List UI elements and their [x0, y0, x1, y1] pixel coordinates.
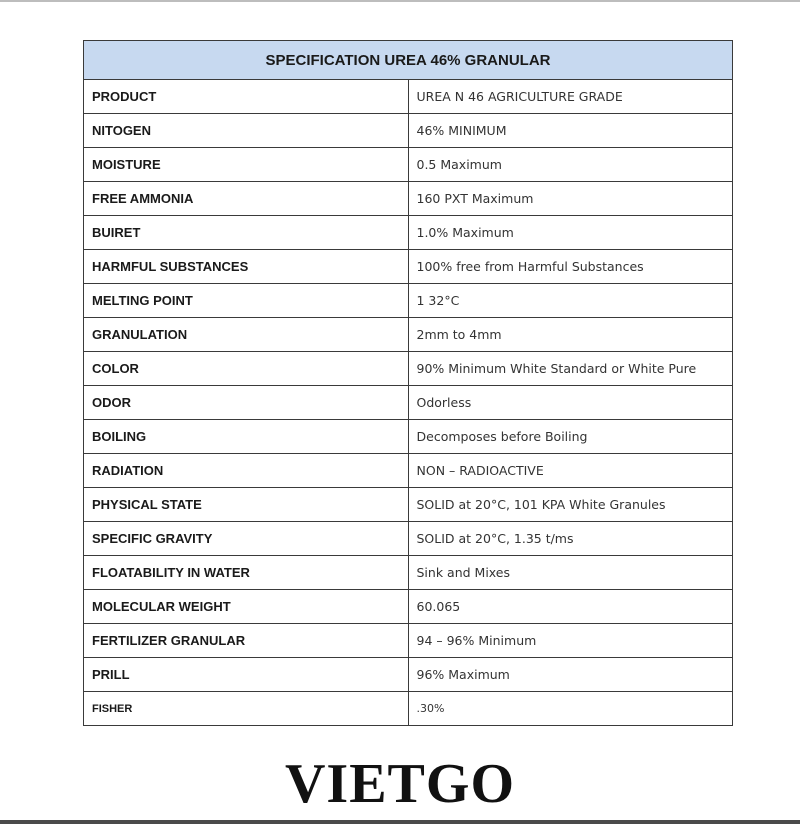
table-title: SPECIFICATION UREA 46% GRANULAR: [84, 41, 733, 80]
row-label: BOILING: [84, 420, 409, 454]
table-row: [84, 250, 733, 284]
row-value: NON – RADIOACTIVE: [408, 454, 733, 488]
table-row: [84, 522, 733, 556]
table-row: [84, 216, 733, 250]
brand-logo-text: VIETGO: [284, 753, 516, 815]
row-value: 96% Maximum: [408, 658, 733, 692]
row-label: FLOATABILITY IN WATER: [84, 556, 409, 590]
table-row: [84, 386, 733, 420]
row-label: ODOR: [84, 386, 409, 420]
row-value: SOLID at 20°C, 1.35 t/ms: [408, 522, 733, 556]
row-value: 46% MINIMUM: [408, 114, 733, 148]
row-label: MELTING POINT: [84, 284, 409, 318]
top-divider: [0, 0, 800, 2]
row-label: FISHER: [84, 692, 409, 726]
table-row: [84, 658, 733, 692]
table-row: [84, 590, 733, 624]
table-row: [84, 488, 733, 522]
row-label: PRILL: [84, 658, 409, 692]
row-label: NITOGEN: [84, 114, 409, 148]
table-row: [84, 114, 733, 148]
row-value: SOLID at 20°C, 101 KPA White Granules: [408, 488, 733, 522]
row-label: PRODUCT: [84, 80, 409, 114]
row-label: MOISTURE: [84, 148, 409, 182]
table-row: [84, 148, 733, 182]
row-value: UREA N 46 AGRICULTURE GRADE: [408, 80, 733, 114]
table-row: [84, 692, 733, 726]
table-row: [84, 624, 733, 658]
table-row: [84, 556, 733, 590]
row-value: 160 PXT Maximum: [408, 182, 733, 216]
row-value: 2mm to 4mm: [408, 318, 733, 352]
table-header-row: [84, 41, 733, 80]
row-value: Sink and Mixes: [408, 556, 733, 590]
table-row: [84, 284, 733, 318]
row-value: Decomposes before Boiling: [408, 420, 733, 454]
row-label: SPECIFIC GRAVITY: [84, 522, 409, 556]
row-value: 1 32°C: [408, 284, 733, 318]
row-label: MOLECULAR WEIGHT: [84, 590, 409, 624]
table-row: [84, 182, 733, 216]
row-label: BUIRET: [84, 216, 409, 250]
table-row: [84, 318, 733, 352]
row-value: 100% free from Harmful Substances: [408, 250, 733, 284]
row-value: 94 – 96% Minimum: [408, 624, 733, 658]
row-value: .30%: [408, 692, 733, 726]
row-label: PHYSICAL STATE: [84, 488, 409, 522]
row-value: Odorless: [408, 386, 733, 420]
row-value: 60.065: [408, 590, 733, 624]
table-row: [84, 454, 733, 488]
table-row: [84, 352, 733, 386]
row-value: 90% Minimum White Standard or White Pure: [408, 352, 733, 386]
row-value: 1.0% Maximum: [408, 216, 733, 250]
row-label: HARMFUL SUBSTANCES: [84, 250, 409, 284]
row-value: 0.5 Maximum: [408, 148, 733, 182]
table-row: [84, 80, 733, 114]
row-label: GRANULATION: [84, 318, 409, 352]
row-label: COLOR: [84, 352, 409, 386]
bottom-divider: [0, 820, 800, 824]
specification-table: [83, 40, 733, 726]
row-label: RADIATION: [84, 454, 409, 488]
row-label: FREE AMMONIA: [84, 182, 409, 216]
row-label: FERTILIZER GRANULAR: [84, 624, 409, 658]
table-row: [84, 420, 733, 454]
